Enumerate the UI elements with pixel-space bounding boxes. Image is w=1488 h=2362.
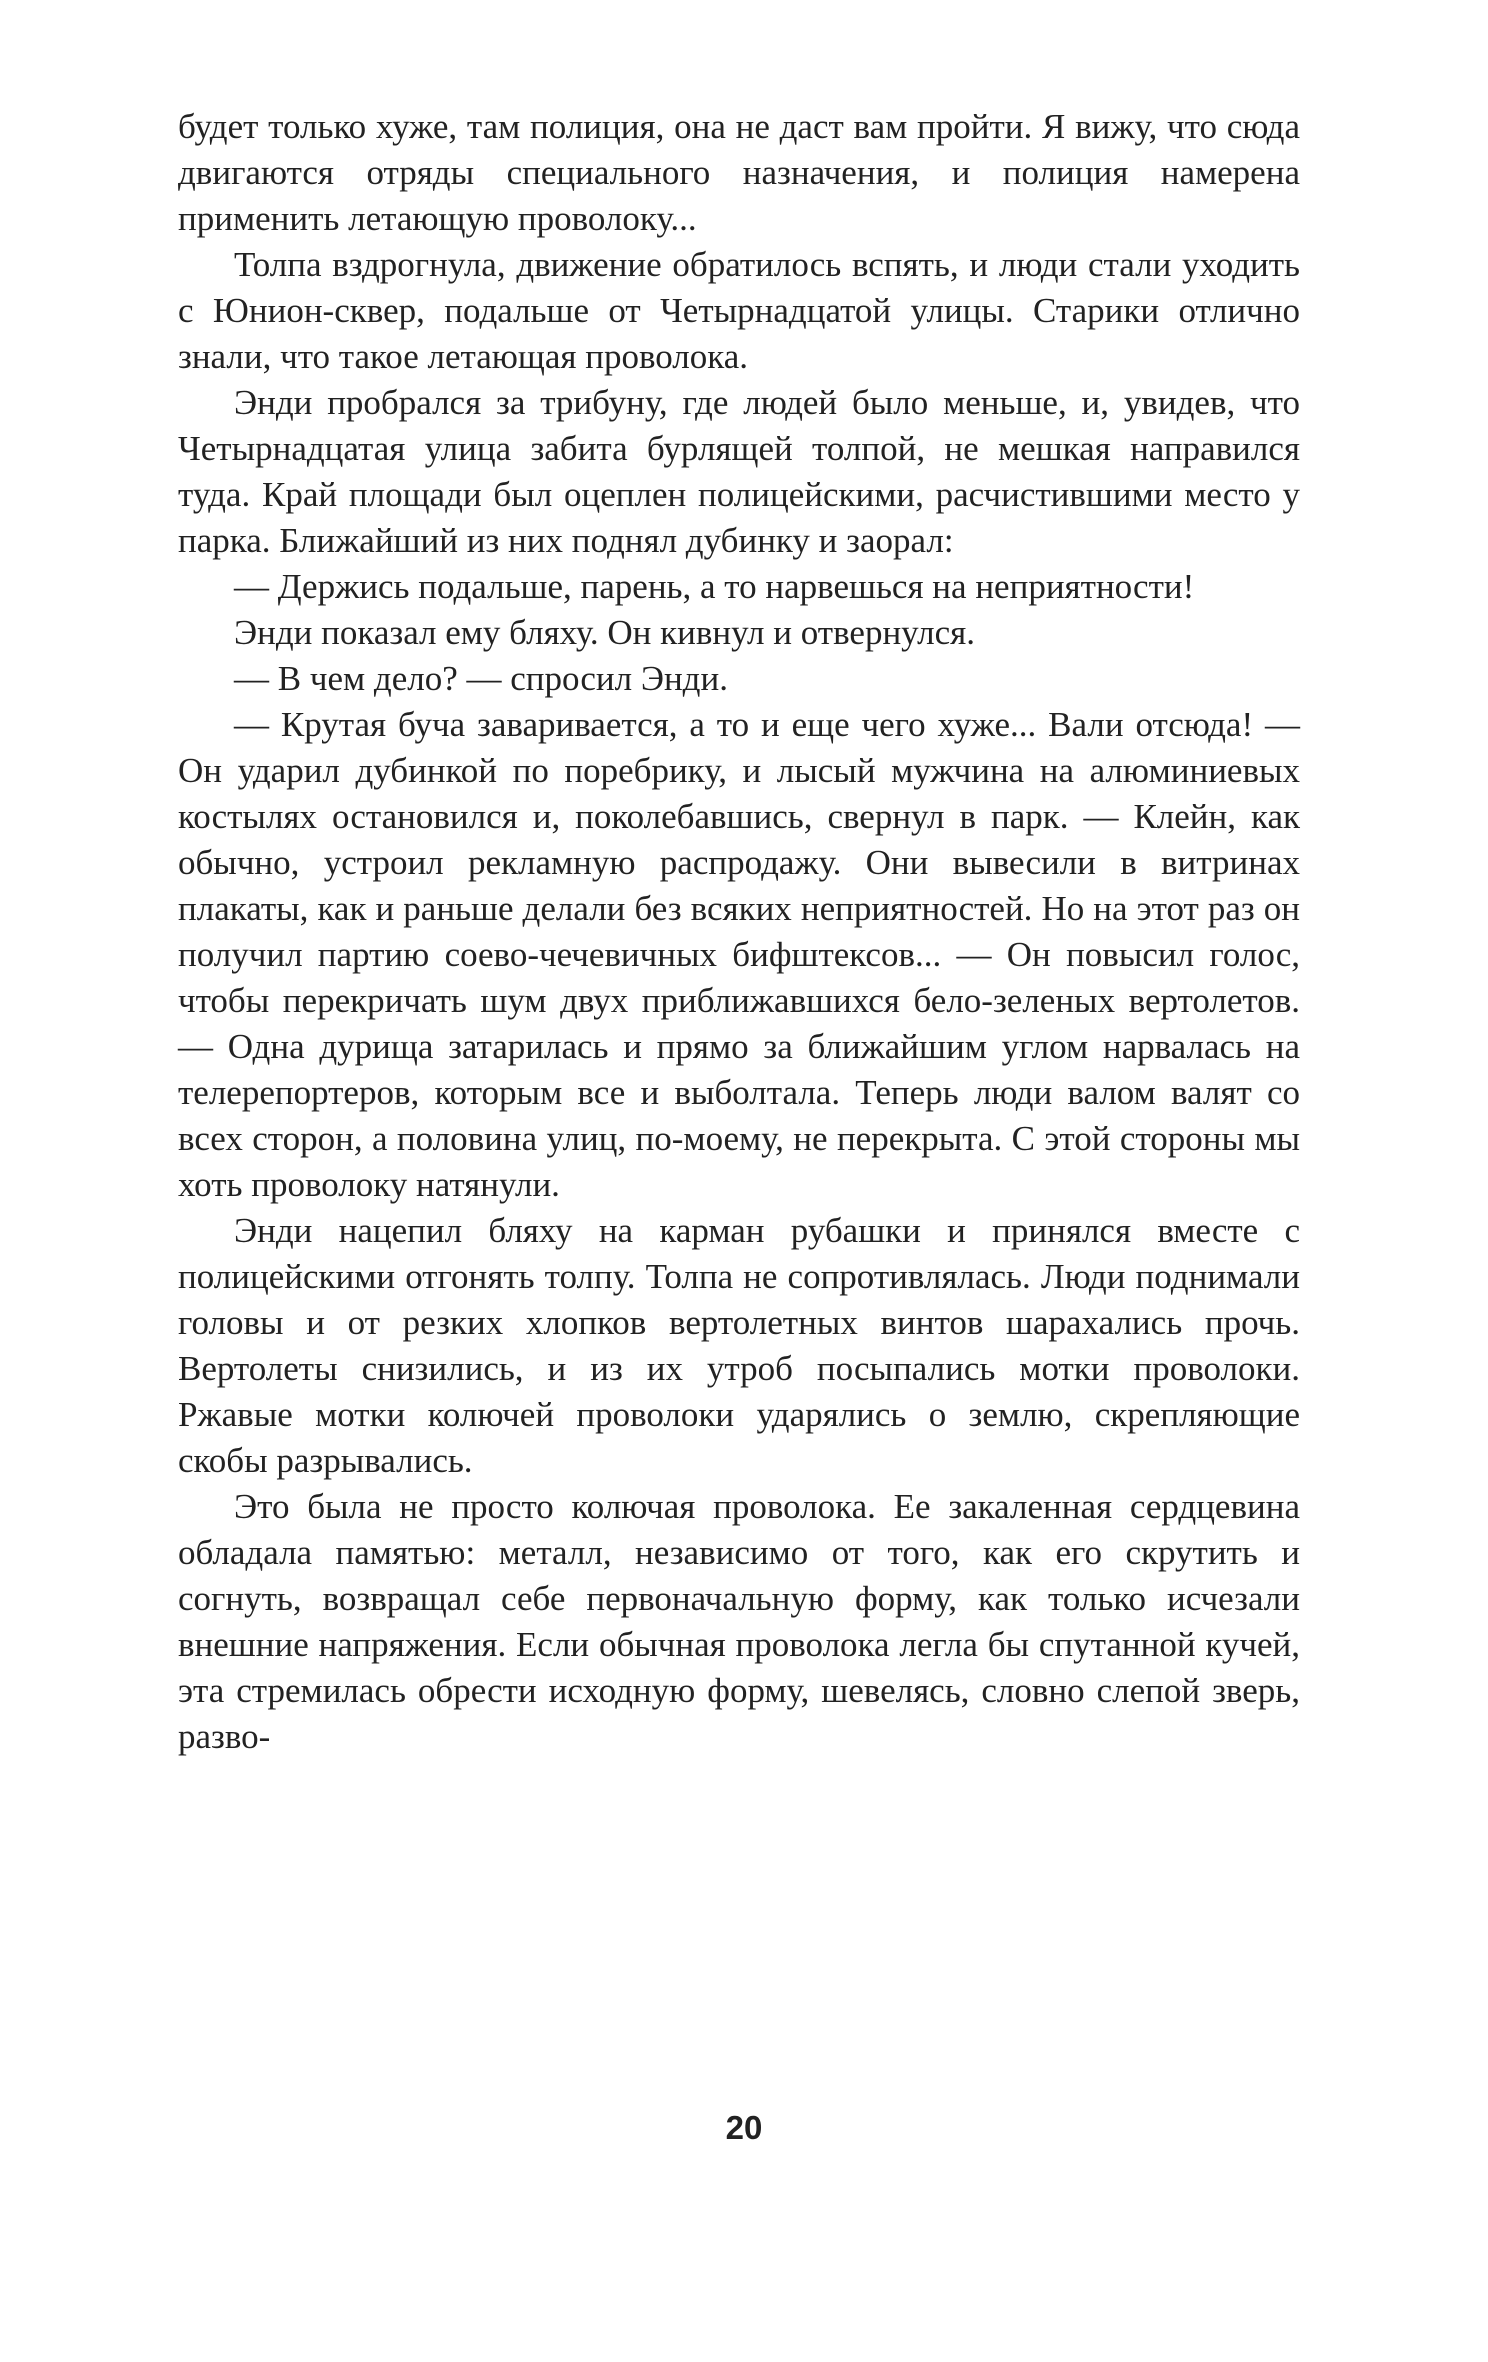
body-text xyxy=(178,104,1300,1760)
dialogue-line: — В чем дело? — спросил Энди. xyxy=(234,659,728,698)
paragraph: Это была не просто колючая проволока. Ее закаленная сердцевина обладала памятью: металл, независимо от того, как его скрутить и согнуть, возвращал себе первоначальную форму, как только исчезали внешние напряжения. Если обычная проволока легла бы спутанной кучей, эта стремилась обрести исходную форму, шевелясь, словно слепой зверь, разво- xyxy=(178,1487,1300,1756)
paragraph: Толпа вздрогнула, движение обратилось вспять, и люди стали уходить с Юнион-сквер, подальше от Четырнадцатой улицы. Старики отлично знали, что такое летающая проволока. xyxy=(178,245,1300,376)
paragraph-continuation: будет только хуже, там полиция, она не даст вам пройти. Я вижу, что сюда двигаются отряды специального назначения, и полиция намерена применить летающую проволоку... xyxy=(178,107,1300,238)
dialogue-line: — Крутая буча заваривается, а то и еще чего хуже... Вали отсюда! — Он ударил дубинкой по поребрику, и лысый мужчина на алюминиевых костылях остановился и, поколебавшись, свернул в парк. — Клейн, как обычно, устроил рекламную распродажу. Они вывесили в витринах плакаты, как и раньше делали без всяких неприятностей. Но на этот раз он получил партию соево-чечевичных бифштексов... — Он повысил голос, чтобы перекричать шум двух приближавшихся бело-зеленых вертолетов. — Одна дурища затарилась и прямо за ближайшим углом нарвалась на телерепортеров, которым все и выболтала. Теперь люди валом валят со всех сторон, а половина улиц, по-моему, не перекрыта. С этой стороны мы хоть проволоку натянули. xyxy=(178,705,1300,1204)
paragraph: Энди нацепил бляху на карман рубашки и принялся вместе с полицейскими отгонять толпу. Толпа не сопротивлялась. Люди поднимали головы и от резких хлопков вертолетных винтов шарахались прочь. Вертолеты снизились, и из их утроб посыпались мотки проволоки. Ржавые мотки колючей проволоки ударялись о землю, скрепляющие скобы разрывались. xyxy=(178,1211,1300,1480)
paragraph: Энди показал ему бляху. Он кивнул и отвернулся. xyxy=(234,613,975,652)
page-number: 20 xyxy=(725,2109,763,2146)
paragraph: Энди пробрался за трибуну, где людей было меньше, и, увидев, что Четырнадцатая улица забита бурлящей толпой, не мешкая направился туда. Край площади был оцеплен полицейскими, расчистившими место у парка. Ближайший из них поднял дубинку и заорал: xyxy=(178,383,1300,560)
dialogue-line: — Держись подальше, парень, а то нарвешься на неприятности! xyxy=(234,567,1195,606)
